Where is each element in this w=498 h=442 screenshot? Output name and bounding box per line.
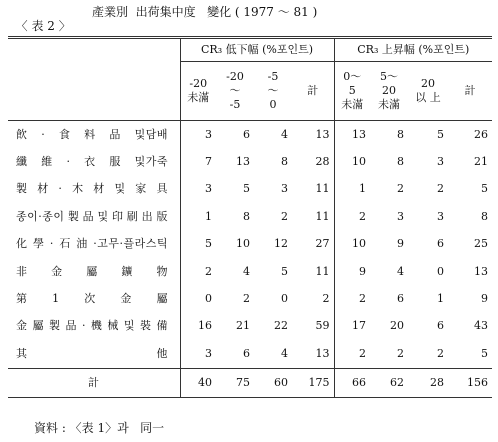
- row-label: [8, 121, 180, 149]
- table-cell: 3: [205, 346, 212, 360]
- table-cell: 11: [292, 258, 334, 285]
- table-cell: 13: [352, 127, 367, 141]
- row-label-text: 金屬製品·機械및裝備: [16, 319, 168, 333]
- table-cell: 13: [292, 121, 334, 149]
- table-row: [8, 121, 492, 149]
- table-cell: 75: [236, 375, 250, 389]
- table-row: [8, 176, 492, 203]
- header-corner-lower: [8, 62, 180, 121]
- table-cell: 1: [359, 182, 367, 196]
- table-cell: 2: [397, 346, 405, 360]
- table-cell: 3: [205, 127, 212, 141]
- table-cell: 8: [243, 209, 250, 223]
- table-row: [8, 285, 492, 312]
- table-cell: 28: [292, 148, 334, 175]
- row-label: [8, 258, 180, 285]
- row-label-text: 化學·石油·고무·플라스틱: [16, 237, 168, 251]
- table-cell: 21: [236, 319, 250, 333]
- table-cell: 4: [281, 346, 288, 360]
- table-cell: 4: [243, 264, 250, 278]
- table-cell: 1: [205, 209, 212, 223]
- row-label: [8, 231, 180, 258]
- table-cell: 5: [243, 182, 250, 196]
- table-cell: 0: [281, 292, 288, 306]
- table-cell: 7: [205, 155, 212, 169]
- table-number: 〈 表 2 〉: [15, 19, 71, 33]
- table-cell: 9: [359, 264, 367, 278]
- table-cell: 3: [437, 155, 445, 169]
- subheader-cell: 20 以 上: [408, 62, 448, 121]
- table-cell: 2: [281, 209, 288, 223]
- table-cell: 16: [198, 319, 212, 333]
- table-cell: 2: [397, 182, 405, 196]
- table-row: [8, 203, 492, 230]
- table-cell: 10: [236, 237, 250, 251]
- table-cell: 62: [390, 375, 405, 389]
- table-cell: 8: [397, 155, 405, 169]
- table-cell: 8: [481, 209, 489, 223]
- row-label-text: 第1次金屬: [16, 292, 168, 306]
- table-cell: 2: [205, 264, 212, 278]
- row-label-text: 其他: [16, 346, 168, 360]
- table-cell: 40: [198, 375, 212, 389]
- row-label: [8, 313, 180, 340]
- table-cell: 20: [390, 319, 405, 333]
- table-row: [8, 313, 492, 340]
- table-cell: 0: [437, 264, 445, 278]
- table-cell: 60: [274, 375, 288, 389]
- table-cell: 26: [474, 127, 489, 141]
- group-header-increase: CR₃ 上昇幅 (%포인트): [334, 38, 492, 62]
- subheader-cell: 0～ 5 未滿: [334, 62, 370, 121]
- table-cell: 3: [205, 182, 212, 196]
- table-cell: 9: [481, 292, 489, 306]
- row-label: [8, 285, 180, 312]
- table-cell: 13: [292, 340, 334, 368]
- table-cell: 25: [474, 237, 489, 251]
- row-label: [8, 176, 180, 203]
- table-cell: 2: [359, 292, 367, 306]
- table-cell: 28: [430, 375, 445, 389]
- subheader-cell: 計: [448, 62, 492, 121]
- table-cell: 22: [274, 319, 288, 333]
- table-cell: 3: [437, 209, 445, 223]
- table-cell: 21: [474, 155, 489, 169]
- subheader-cell: 計: [292, 62, 334, 121]
- table-cell: 2: [437, 182, 445, 196]
- row-label: 計: [8, 368, 180, 397]
- table-row: [8, 148, 492, 175]
- table-cell: 175: [292, 368, 334, 397]
- row-label: [8, 148, 180, 175]
- table-cell: 2: [437, 346, 445, 360]
- data-table: [8, 36, 492, 398]
- row-label: [8, 340, 180, 368]
- table-cell: 13: [236, 155, 250, 169]
- table-row: [8, 258, 492, 285]
- table-cell: 10: [352, 155, 367, 169]
- table-cell: 4: [281, 127, 288, 141]
- table-cell: 3: [281, 182, 288, 196]
- row-label-text: 非金屬鑛物: [16, 264, 168, 278]
- table-cell: 9: [397, 237, 405, 251]
- row-label-text: 종이·종이製品및印刷出版: [16, 209, 168, 223]
- table-cell: 4: [397, 264, 405, 278]
- table-cell: 5: [281, 264, 288, 278]
- table-cell: 5: [437, 127, 445, 141]
- table-cell: 6: [397, 292, 405, 306]
- table-cell: 8: [397, 127, 405, 141]
- table-cell: 5: [481, 182, 489, 196]
- table-cell: 6: [243, 127, 250, 141]
- source-note: 資料 : 〈表 1〉과 同一: [34, 421, 165, 435]
- table-cell: 10: [352, 237, 367, 251]
- table-row: [8, 340, 492, 368]
- table-cell: 13: [474, 264, 489, 278]
- table-cell: 0: [205, 292, 212, 306]
- table-cell: 66: [352, 375, 367, 389]
- table-cell: 2: [292, 285, 334, 312]
- table-cell: 156: [467, 375, 489, 389]
- row-label-text: 飮·食料品및담배: [16, 127, 168, 141]
- table-cell: 5: [205, 237, 212, 251]
- group-header-decrease: CR₃ 低下幅 (%포인트): [180, 38, 334, 62]
- table-cell: 2: [359, 209, 367, 223]
- table-cell: 2: [243, 292, 250, 306]
- row-label: [8, 203, 180, 230]
- table-cell: 6: [243, 346, 250, 360]
- total-row: [8, 368, 492, 397]
- table-cell: 17: [352, 319, 367, 333]
- table-cell: 5: [481, 346, 489, 360]
- table-cell: 12: [274, 237, 288, 251]
- table-cell: 8: [281, 155, 288, 169]
- subheader-cell: -20 未滿: [180, 62, 216, 121]
- table-cell: 27: [292, 231, 334, 258]
- table-cell: 6: [437, 319, 445, 333]
- table-cell: 11: [292, 203, 334, 230]
- row-label-text: 纖維·衣服및가죽: [16, 155, 168, 169]
- table-cell: 11: [292, 176, 334, 203]
- subheader-cell: -5 ～ 0: [254, 62, 292, 121]
- table-cell: 1: [437, 292, 445, 306]
- data-table-container: [8, 36, 492, 398]
- subheader-cell: 5～ 20 未滿: [370, 62, 408, 121]
- row-label-text: 製材·木材및家具: [16, 182, 168, 196]
- table-caption: 產業別 出荷集中度 變化 ( 1977 ～ 81 ): [92, 5, 318, 19]
- table-cell: 2: [359, 346, 367, 360]
- table-row: [8, 231, 492, 258]
- subheader-cell: -20 ～ -5: [216, 62, 254, 121]
- table-cell: 43: [474, 319, 489, 333]
- table-cell: 3: [397, 209, 405, 223]
- table-cell: 59: [292, 313, 334, 340]
- table-cell: 6: [437, 237, 445, 251]
- header-corner: [8, 38, 180, 62]
